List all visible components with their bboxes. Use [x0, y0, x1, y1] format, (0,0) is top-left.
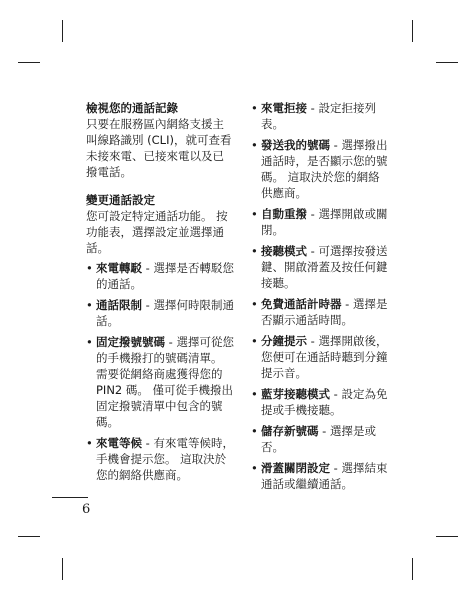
item-desc: - 選擇是否顯示通話時間。 — [261, 297, 388, 327]
list-item — [251, 206, 391, 238]
item-desc: - 選擇結束通話或繼續通話。 — [261, 461, 388, 491]
crop-mark — [412, 558, 413, 580]
list-item — [251, 423, 391, 455]
item-term: 來電拒接 — [261, 101, 307, 115]
item-term: 藍芽接聽模式 — [261, 387, 330, 401]
list-item — [86, 260, 234, 292]
item-desc: - 選擇何時限制通話。 — [96, 298, 234, 328]
crop-mark — [18, 62, 40, 63]
section-body-call-settings: 您可設定特定通話功能。 按功能表，選擇設定並選擇通話。 — [86, 209, 228, 255]
crop-mark — [412, 20, 413, 42]
item-term: 通話限制 — [96, 298, 142, 312]
item-term: 接聽模式 — [261, 244, 307, 258]
list-item — [86, 334, 234, 430]
item-desc: - 選擇開啟後，您便可在通話時聽到分鐘提示音。 — [261, 334, 388, 380]
page-number: 6 — [82, 502, 91, 517]
list-item — [251, 243, 391, 291]
right-column — [251, 100, 391, 497]
item-term: 儲存新號碼 — [261, 424, 319, 438]
left-column — [86, 100, 234, 488]
section-body-call-log: 只要在服務區內網絡支援主叫線路識別 (CLI)，就可查看未接來電、已接來電以及已撥電話。 — [86, 117, 232, 179]
item-desc: - 選擇是否轉駁您的通話。 — [96, 261, 234, 291]
item-desc: - 選擇是或否。 — [261, 424, 376, 454]
crop-mark — [62, 558, 63, 580]
settings-list-left — [86, 260, 234, 483]
list-item — [251, 100, 391, 132]
section-title-call-settings: 變更通話設定 — [86, 193, 155, 207]
crop-mark — [62, 20, 63, 42]
item-term: 發送我的號碼 — [261, 138, 330, 152]
list-item — [251, 137, 391, 201]
item-desc: - 設定拒接列表。 — [261, 101, 376, 131]
list-item — [86, 435, 234, 483]
item-desc: - 設定為免提或手機接聽。 — [261, 387, 388, 417]
item-desc: - 選擇撥出通話時，是否顯示您的號碼。 這取決於您的網絡供應商。 — [261, 138, 388, 200]
item-term: 來電轉駁 — [96, 261, 142, 275]
item-term: 自動重撥 — [261, 207, 307, 221]
item-term: 來電等候 — [96, 436, 142, 450]
item-term: 免費通話計時器 — [261, 297, 342, 311]
item-desc: - 可選擇按發送鍵、開啟滑蓋及按任何鍵接聽。 — [261, 244, 388, 290]
crop-mark — [436, 536, 458, 537]
item-term: 固定撥號號碼 — [96, 335, 165, 349]
crop-mark — [18, 536, 40, 537]
crop-mark — [436, 62, 458, 63]
item-term: 分鐘提示 — [261, 334, 307, 348]
settings-list-right — [251, 100, 391, 492]
list-item — [86, 297, 234, 329]
list-item — [251, 460, 391, 492]
list-item — [251, 296, 391, 328]
list-item — [251, 386, 391, 418]
footer-divider — [52, 497, 88, 498]
list-item — [251, 333, 391, 381]
item-term: 滑蓋關閉設定 — [261, 461, 330, 475]
item-desc: - 有來電等候時，手機會提示您。 這取決於您的網絡供應商。 — [96, 436, 234, 482]
item-desc: - 選擇開啟或關閉。 — [261, 207, 388, 237]
section-title-call-log: 檢視您的通話記錄 — [86, 101, 178, 115]
item-desc: - 選擇可從您的手機撥打的號碼清單。 需要從網絡商處獲得您的 PIN2 碼。 僅可從手機撥出固定撥號清單中包含的號碼。 — [96, 335, 234, 429]
